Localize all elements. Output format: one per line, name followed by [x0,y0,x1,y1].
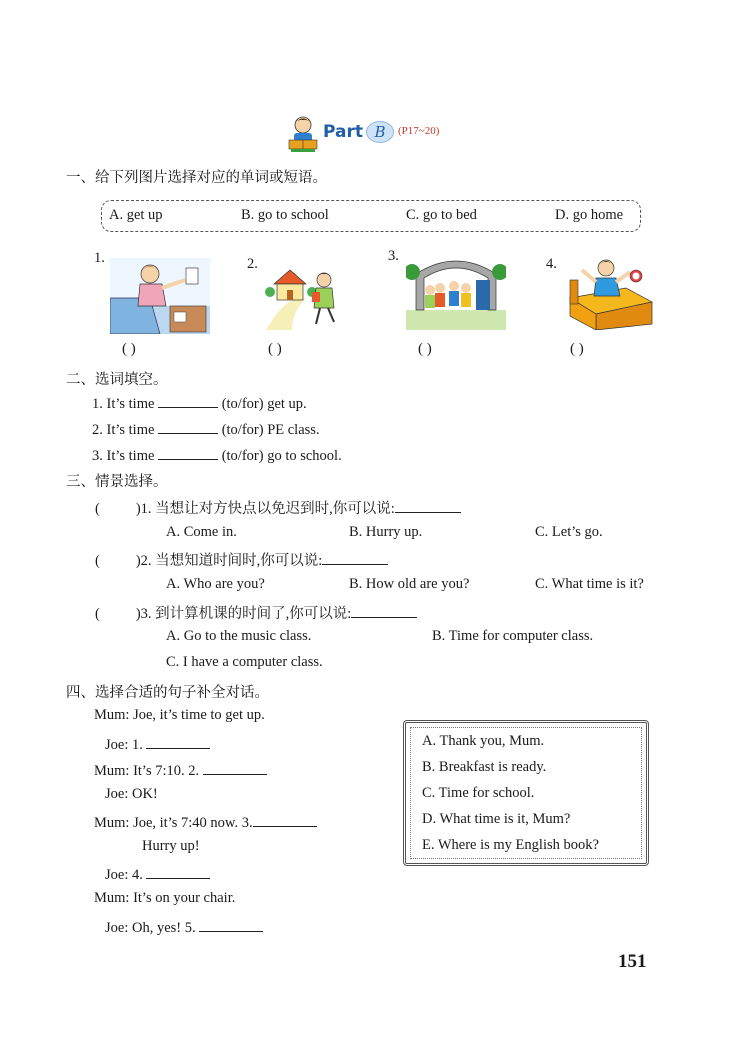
going-to-school-picture [406,250,506,330]
walking-home-picture [262,262,346,330]
option-b: B. How old are you? [349,576,470,592]
answer-paren-2[interactable]: ( ) [268,341,282,357]
going-to-bed-picture [566,254,654,330]
answer-blank[interactable] [253,812,317,827]
section2-title: 二、选词填空。 [66,372,168,388]
option-c: C. Let’s go. [535,524,603,540]
picture-3-number: 3. [388,248,399,264]
option-b: B. Time for computer class. [432,628,594,644]
page-range: (P17~20) [398,125,440,137]
part-label: Part [323,122,363,142]
dialog-line: Mum: Joe, it’s 7:40 now. 3. [94,812,317,832]
part-letter: B [366,121,394,143]
choice-e: E. Where is my English book? [422,837,599,853]
dialog-line: Joe: OK! [105,786,158,802]
waking-up-picture [110,258,210,334]
answer-paren-4[interactable]: ( ) [570,341,584,357]
dialog-line: Mum: Joe, it’s time to get up. [94,707,265,723]
choice-c: C. Time for school. [422,785,535,801]
dialog-line: Mum: It’s on your chair. [94,890,236,906]
dialog-line: Joe: 4. [105,864,210,884]
option-b: B. Hurry up. [349,524,423,540]
choice-question: ( )1. 当想让对方快点以免迟到时,你可以说: [95,497,461,518]
option-c: C. I have a computer class. [166,654,323,670]
answer-paren[interactable]: ( [95,553,100,569]
choice-question: ( )2. 当想知道时间时,你可以说: [95,549,388,570]
option-b: B. go to school [241,207,329,223]
option-a: A. Who are you? [166,576,265,592]
picture-4-number: 4. [546,256,557,272]
answer-blank[interactable] [203,760,267,775]
answer-paren[interactable]: ( [95,606,100,622]
picture-2-number: 2. [247,256,258,272]
answer-blank[interactable] [158,419,218,434]
picture-1-number: 1. [94,250,105,266]
choice-a: A. Thank you, Mum. [422,733,545,749]
answer-blank[interactable] [351,603,417,618]
answer-blank[interactable] [199,917,263,932]
fill-item: 2. It’s time (to/for) PE class. [92,419,320,439]
part-header [286,114,466,154]
dialog-line: Joe: Oh, yes! 5. [105,917,263,937]
dialog-line: Mum: It’s 7:10. 2. [94,760,267,780]
dialog-line: Joe: 1. [105,734,210,754]
reading-boy-icon [286,114,320,154]
choice-question: ( )3. 到计算机课的时间了,你可以说: [95,602,417,623]
option-c: C. go to bed [406,207,477,223]
answer-blank[interactable] [146,864,210,879]
option-a: A. Go to the music class. [166,628,312,644]
page-number: 151 [618,951,647,972]
choice-d: D. What time is it, Mum? [422,811,571,827]
answer-blank[interactable] [322,550,388,565]
answer-blank[interactable] [158,445,218,460]
dialog-line: Hurry up! [142,838,200,854]
option-a: A. get up [109,207,163,223]
section3-title: 三、情景选择。 [66,474,168,490]
section1-title: 一、给下列图片选择对应的单词或短语。 [66,170,327,186]
answer-blank[interactable] [146,734,210,749]
option-c: C. What time is it? [535,576,644,592]
section4-title: 四、选择合适的句子补全对话。 [66,685,269,701]
answer-blank[interactable] [395,498,461,513]
answer-blank[interactable] [158,393,218,408]
choice-b: B. Breakfast is ready. [422,759,547,775]
fill-item: 3. It’s time (to/for) go to school. [92,445,342,465]
option-a: A. Come in. [166,524,237,540]
answer-paren[interactable]: ( [95,501,100,517]
answer-paren-3[interactable]: ( ) [418,341,432,357]
fill-item: 1. It’s time (to/for) get up. [92,393,307,413]
answer-paren-1[interactable]: ( ) [122,341,136,357]
option-d: D. go home [555,207,624,223]
